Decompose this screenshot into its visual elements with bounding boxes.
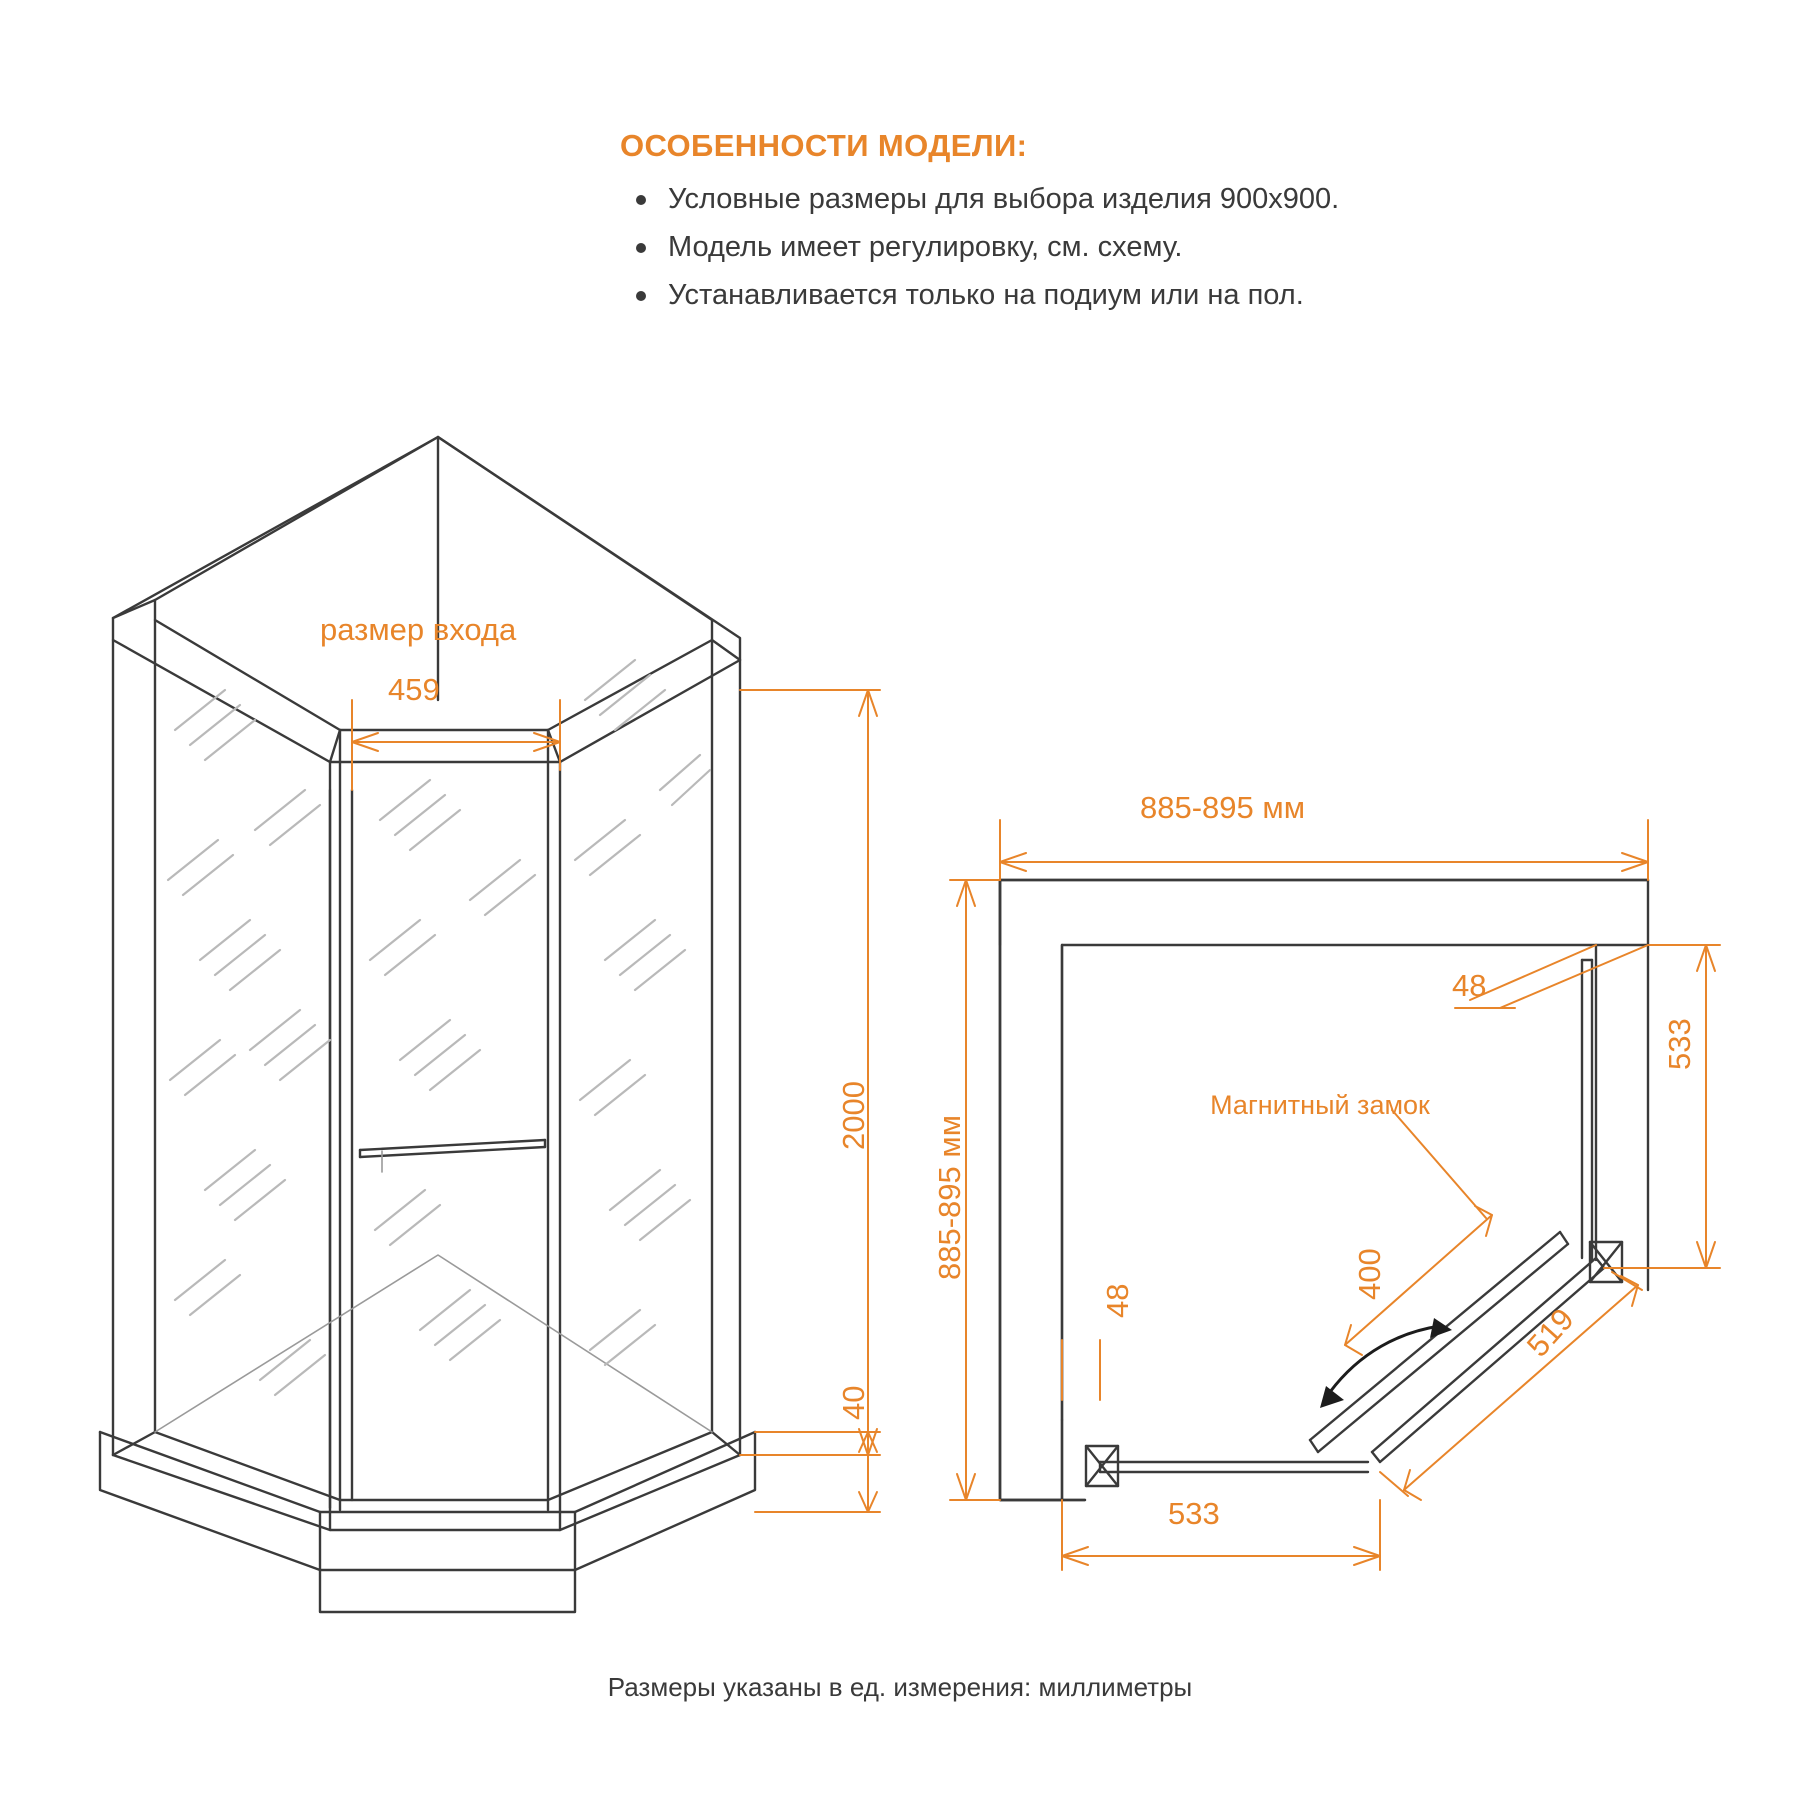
door-open-value: 519 [1520, 1301, 1581, 1364]
magnetic-lock-label: Магнитный замок [1210, 1090, 1430, 1120]
list-item: Устанавливается только на подиум или на пол. [620, 274, 1680, 316]
height-value: 2000 [836, 1081, 871, 1150]
panel-right-value: 533 [1662, 1018, 1697, 1070]
door-swing-arrows [1330, 1326, 1440, 1392]
features-block [620, 128, 1680, 322]
top-view-enclosure [1000, 880, 1648, 1500]
dimension-lines [352, 690, 1720, 1570]
features-title: ОСОБЕННОСТИ МОДЕЛИ: [620, 128, 1028, 163]
enclosure-floor-lines [155, 1120, 712, 1432]
profile-top-value: 48 [1452, 968, 1487, 1003]
list-item: Модель имеет регулировку, см. схему. [620, 226, 1680, 268]
side-width-value: 885-895 мм [932, 1114, 967, 1280]
top-width-value: 885-895 мм [1140, 790, 1306, 825]
panel-bottom-value: 533 [1168, 1496, 1220, 1531]
profile-left-value: 48 [1100, 1283, 1135, 1318]
door-handle [360, 1140, 545, 1172]
tray-height-value: 40 [836, 1385, 871, 1420]
glass-reflections [168, 660, 710, 1395]
features-list [620, 178, 1680, 316]
list-item: Условные размеры для выбора изделия 900х900. [620, 178, 1680, 220]
door-swing-arrowheads [1320, 1318, 1452, 1408]
enclosure-bottom-rails [113, 1432, 740, 1530]
enclosure-door-split [330, 437, 438, 1508]
units-caption: Размеры указаны в ед. измерения: миллиметры [607, 1672, 1193, 1702]
entrance-size-label: размер входа [320, 612, 517, 647]
enclosure-vertical-frames [113, 620, 740, 1530]
entrance-size-value: 459 [388, 672, 440, 707]
shower-tray [100, 1432, 755, 1612]
door-width-value: 400 [1352, 1248, 1387, 1300]
enclosure-top-cap [113, 437, 740, 762]
